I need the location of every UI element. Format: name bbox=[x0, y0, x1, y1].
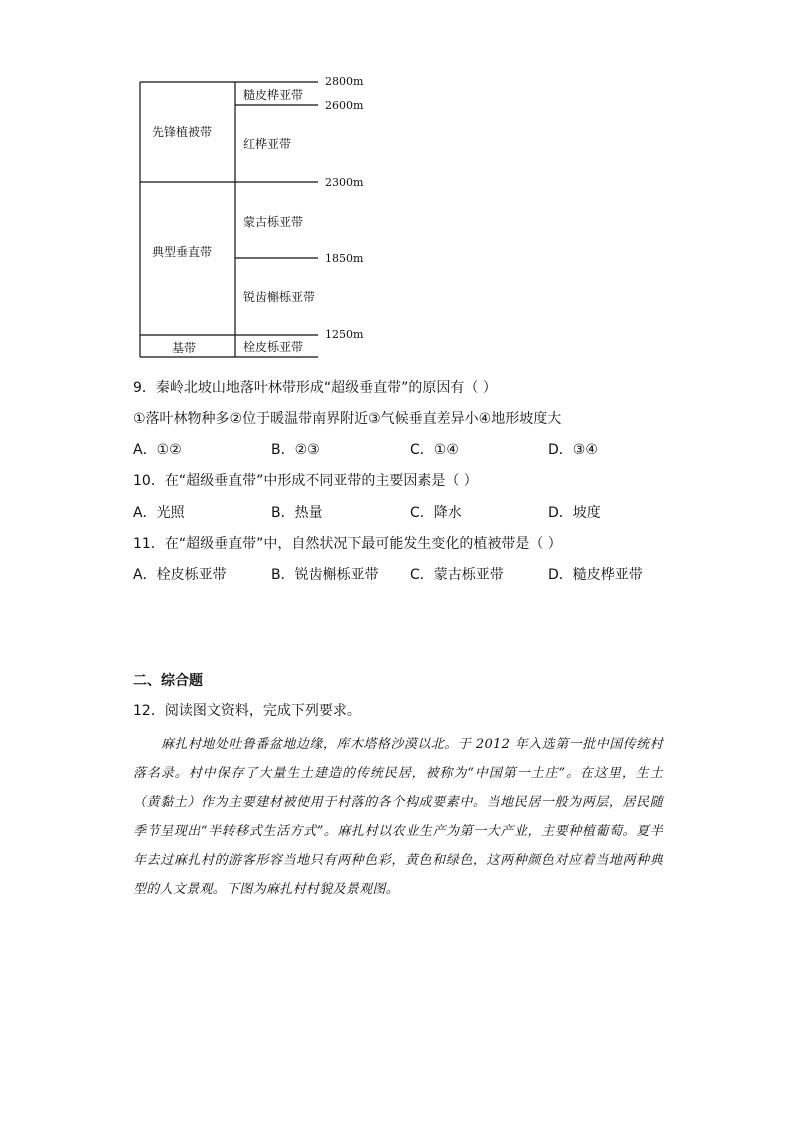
question-10-option-a: A．光照 bbox=[133, 505, 185, 521]
question-10-stem: 10．在“超级垂直带”中形成不同亚带的主要因素是（ ） bbox=[133, 473, 478, 489]
reading-passage: 麻扎村地处吐鲁番盆地边缘，库木塔格沙漠以北。于 2012 年入选第一批中国传统村落名录。村中保存了大量生土建造的传统民居，被称为“中国第一土庄”。在这里，生土（黄黏土）作为主要建材被使用于村落的各个构成要素中。当地民居一般为两层，居民随季节呈现出“半转移式生活方式”。麻扎村以农业生产为第一大产业，主要种植葡萄。夏半年去过麻扎村的游客形容当地只有两种色彩，黄色和绿色，这两种颜色对应着当地两种典型的人文景观。下图为麻扎村村貌及景观图。 bbox=[133, 737, 663, 897]
question-10-option-d: D．坡度 bbox=[548, 505, 601, 521]
altitude-label: 1250m bbox=[325, 328, 364, 341]
question-11-option-d: D．糙皮桦亚带 bbox=[548, 567, 643, 583]
question-9-statements: ①落叶林物种多②位于暖温带南界附近③气候垂直差异小④地形坡度大 bbox=[133, 411, 562, 427]
question-11-option-b: B．锐齿槲栎亚带 bbox=[271, 567, 379, 583]
question-11-stem: 11．在“超级垂直带”中，自然状况下最可能发生变化的植被带是（ ） bbox=[133, 536, 562, 552]
altitude-label: 2800m bbox=[325, 75, 364, 88]
question-9-stem: 9．秦岭北坡山地落叶林带形成“超级垂直带”的原因有（ ） bbox=[133, 380, 497, 396]
altitude-label: 1850m bbox=[325, 252, 364, 265]
question-9-option-a: A．①② bbox=[133, 442, 182, 458]
subbelt-label: 锐齿槲栎亚带 bbox=[243, 290, 316, 304]
question-11-option-c: C．蒙古栎亚带 bbox=[410, 567, 504, 583]
question-10-option-b: B．热量 bbox=[271, 505, 323, 521]
belt-label-pioneer: 先锋植被带 bbox=[152, 125, 213, 139]
question-9-option-c: C．①④ bbox=[410, 442, 459, 458]
altitude-label: 2600m bbox=[325, 99, 364, 112]
question-9-option-d: D．③④ bbox=[548, 442, 598, 458]
question-11-option-a: A．栓皮栎亚带 bbox=[133, 567, 227, 583]
subbelt-label: 红桦亚带 bbox=[243, 137, 292, 151]
zonation-lines bbox=[0, 0, 794, 380]
subbelt-label: 蒙古栎亚带 bbox=[243, 215, 304, 229]
question-9-option-b: B．②③ bbox=[271, 442, 320, 458]
altitude-label: 2300m bbox=[325, 176, 364, 189]
belt-label-base: 基带 bbox=[172, 341, 197, 355]
question-12-intro: 12．阅读图文资料，完成下列要求。 bbox=[133, 703, 361, 719]
subbelt-label: 糙皮桦亚带 bbox=[243, 88, 304, 102]
belt-label-typical: 典型垂直带 bbox=[152, 245, 213, 259]
section-title: 二、综合题 bbox=[133, 673, 203, 689]
vegetation-zonation-diagram bbox=[0, 0, 794, 380]
subbelt-label: 栓皮栎亚带 bbox=[243, 340, 304, 354]
question-10-option-c: C．降水 bbox=[410, 505, 462, 521]
